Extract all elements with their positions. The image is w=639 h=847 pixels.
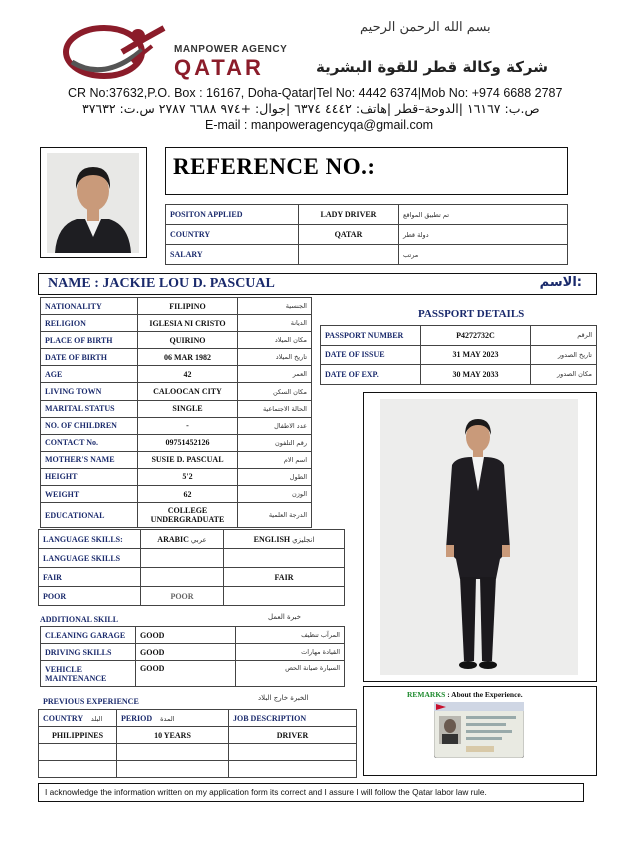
passport-label: DATE OF EXP.: [321, 365, 421, 385]
arabic-header-ar: عربي: [190, 535, 207, 544]
personal-value: -: [138, 417, 238, 434]
salary-label-arabic: مرتب: [399, 245, 568, 265]
personal-label: DATE OF BIRTH: [41, 349, 138, 366]
personal-value: 09751452126: [138, 434, 238, 451]
personal-value: COLLEGE UNDERGRADUATE: [138, 503, 238, 528]
exp-period: [117, 744, 229, 761]
salary-label: SALARY: [166, 245, 299, 265]
english-header: [224, 530, 345, 549]
personal-label-arabic: الديانة: [238, 315, 312, 332]
applicant-name: NAME : JACKIE LOU D. PASCUAL: [48, 276, 275, 291]
passport-title: PASSPORT DETAILS: [418, 308, 525, 320]
driving-license-image: [434, 702, 524, 758]
poor-label: POOR: [39, 587, 141, 606]
personal-value: SUSIE D. PASCUAL: [138, 451, 238, 468]
position-value: LADY DRIVER: [299, 205, 399, 225]
language-row-label: LANGUAGE SKILLS: [39, 549, 141, 568]
personal-label: NATIONALITY: [41, 298, 138, 315]
passport-label-arabic: تاريخ الصدور: [531, 345, 597, 365]
personal-label-arabic: العمر: [238, 366, 312, 383]
exp-job: [229, 744, 357, 761]
exp-col-period: [117, 710, 229, 727]
personal-label-arabic: اسم الام: [238, 451, 312, 468]
profile-photo: [47, 153, 139, 253]
language-row-english: [224, 549, 345, 568]
personal-value: 5'2: [138, 468, 238, 485]
personal-label: NO. OF CHILDREN: [41, 417, 138, 434]
passport-label-arabic: الرقم: [531, 326, 597, 346]
exp-period: [117, 761, 229, 778]
exp-country: [39, 761, 117, 778]
personal-label: WEIGHT: [41, 486, 138, 503]
country-label-arabic: دولة قطر: [399, 225, 568, 245]
english-header-ar: انجليزي: [292, 535, 315, 544]
personal-label-arabic: مكان السكن: [238, 383, 312, 400]
fair-label: FAIR: [39, 568, 141, 587]
agency-name: QATAR: [174, 55, 264, 80]
passport-table: [320, 325, 597, 385]
personal-value: FILIPINO: [138, 298, 238, 315]
personal-label: HEIGHT: [41, 468, 138, 485]
personal-value: CALOOCAN CITY: [138, 383, 238, 400]
exp-job: [229, 761, 357, 778]
remarks-box: [363, 686, 597, 776]
name-label-arabic: الاسم:: [539, 275, 582, 290]
exp-col-period-en: PERIOD: [121, 713, 153, 723]
position-label-arabic: تم تطبيق المواقع: [399, 205, 568, 225]
passport-label-arabic: مكان الصدور: [531, 365, 597, 385]
header-contact-line: CR No:37632,P.O. Box : 16167, Doha-Qatar|Tel No: 4442 6374|Mob No: +974 6688 2787: [68, 86, 563, 100]
arabic-header-en: ARABIC: [157, 534, 189, 544]
personal-label-arabic: الوزن: [238, 486, 312, 503]
experience-table: [38, 709, 357, 778]
skill-value: GOOD: [136, 627, 236, 644]
personal-label: LIVING TOWN: [41, 383, 138, 400]
personal-value: SINGLE: [138, 400, 238, 417]
english-header-en: ENGLISH: [253, 534, 291, 544]
country-value: QATAR: [299, 225, 399, 245]
additional-skill-title: ADDITIONAL SKILL: [40, 615, 119, 624]
exp-col-country-ar: البلد: [90, 714, 103, 723]
poor-arabic: POOR: [141, 587, 224, 606]
passport-value: 31 MAY 2023: [421, 345, 531, 365]
exp-col-country: [39, 710, 117, 727]
reference-box: [165, 147, 568, 195]
personal-label: CONTACT No.: [41, 434, 138, 451]
personal-value: 06 MAR 1982: [138, 349, 238, 366]
salary-value: [299, 245, 399, 265]
exp-col-country-en: COUNTRY: [43, 713, 83, 723]
personal-label: AGE: [41, 366, 138, 383]
personal-label-arabic: تاريخ الميلاد: [238, 349, 312, 366]
personal-value: QUIRINO: [138, 332, 238, 349]
acknowledgement-box: [38, 783, 584, 802]
basmala-calligraphy: بسم الله الرحمن الرحيم: [360, 20, 491, 35]
skill-value: GOOD: [136, 661, 236, 687]
poor-english: [224, 587, 345, 606]
personal-label: PLACE OF BIRTH: [41, 332, 138, 349]
skill-label: VEHICLE MAINTENANCE: [41, 661, 136, 687]
position-label: POSITON APPLIED: [166, 205, 299, 225]
language-table: [38, 529, 345, 606]
additional-skill-title-arabic: خبرة العمل: [268, 613, 301, 621]
full-body-photo-frame: [363, 392, 597, 682]
personal-value: 62: [138, 486, 238, 503]
position-table: [165, 204, 568, 265]
fair-arabic: [141, 568, 224, 587]
header-email: E-mail : manpoweragencyqa@gmail.com: [205, 118, 434, 132]
personal-label-arabic: الجنسية: [238, 298, 312, 315]
agency-subtitle: MANPOWER AGENCY: [174, 44, 288, 55]
exp-job: DRIVER: [229, 727, 357, 744]
passport-value: P4272732C: [421, 326, 531, 346]
personal-value: 42: [138, 366, 238, 383]
skill-label: CLEANING GARAGE: [41, 627, 136, 644]
skill-label-arabic: السيارة صيانة الحص: [236, 661, 345, 687]
skill-label-arabic: المرآب تنظيف: [236, 627, 345, 644]
skill-value: GOOD: [136, 644, 236, 661]
personal-label-arabic: عدد الاطفال: [238, 417, 312, 434]
personal-details-table: [40, 297, 312, 528]
passport-value: 30 MAY 2033: [421, 365, 531, 385]
reference-title: REFERENCE NO.:: [173, 154, 376, 179]
exp-country: [39, 744, 117, 761]
agency-name-arabic: شركة وكالة قطر للقوة البشرية: [316, 58, 548, 76]
remarks-heading: [407, 690, 523, 699]
remarks-text: : About the Experience.: [447, 690, 523, 699]
remarks-label: REMARKS: [407, 690, 446, 699]
previous-experience-title: PREVIOUS EXPERIENCE: [43, 697, 139, 706]
language-row-arabic: [141, 549, 224, 568]
fair-english: FAIR: [224, 568, 345, 587]
skill-label: DRIVING SKILLS: [41, 644, 136, 661]
personal-label: RELIGION: [41, 315, 138, 332]
personal-label-arabic: مكان الميلاد: [238, 332, 312, 349]
personal-label-arabic: الحالة الاجتماعية: [238, 400, 312, 417]
personal-label-arabic: الطول: [238, 468, 312, 485]
language-head-label: LANGUAGE SKILLS:: [39, 530, 141, 549]
name-bar: [38, 273, 597, 295]
profile-photo-frame: [40, 147, 147, 258]
additional-skill-table: [40, 626, 345, 687]
passport-label: PASSPORT NUMBER: [321, 326, 421, 346]
previous-experience-title-arabic: الخبرة خارج البلاد: [258, 694, 309, 702]
personal-label: EDUCATIONAL: [41, 503, 138, 528]
exp-country: PHILIPPINES: [39, 727, 117, 744]
agency-logo: [62, 22, 172, 80]
arabic-header: [141, 530, 224, 549]
personal-label-arabic: الدرجة العلمية: [238, 503, 312, 528]
personal-value: IGLESIA NI CRISTO: [138, 315, 238, 332]
personal-label: MOTHER'S NAME: [41, 451, 138, 468]
exp-col-period-ar: المدة: [160, 714, 175, 723]
full-body-photo: [380, 399, 578, 675]
personal-label: MARITAL STATUS: [41, 400, 138, 417]
exp-col-job: JOB DESCRIPTION: [229, 710, 357, 727]
acknowledgement-text: I acknowledge the information written on my application form its correct and I assure I will follow the Qatar labor law rule.: [45, 787, 487, 797]
passport-label: DATE OF ISSUE: [321, 345, 421, 365]
exp-period: 10 YEARS: [117, 727, 229, 744]
personal-label-arabic: رقم التلفون: [238, 434, 312, 451]
country-label: COUNTRY: [166, 225, 299, 245]
header-contact-line-arabic: ص.ب: ١٦١٦٧ |الدوحة–قطر |هاتف: ٤٤٤٢ ٦٣٧٤ |جوال: +٩٧٤ ٦٦٨٨ ٢٧٨٧ س.ت: ٣٧٦٣٢: [82, 101, 540, 116]
skill-label-arabic: القيادة مهارات: [236, 644, 345, 661]
